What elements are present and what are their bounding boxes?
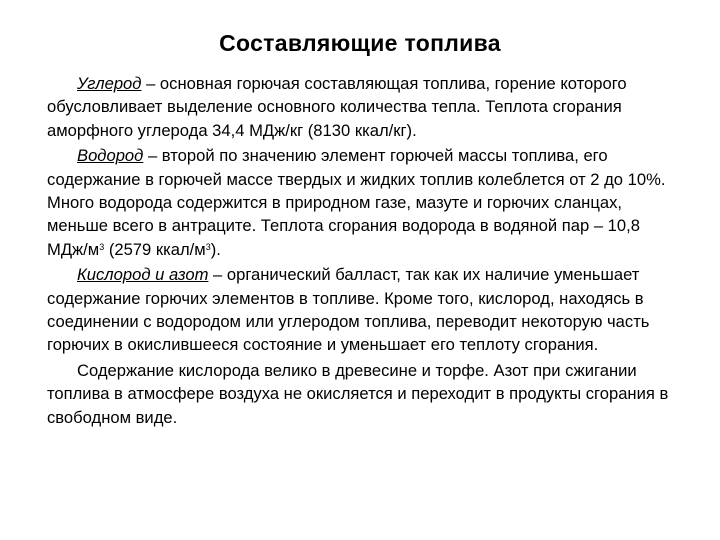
term-hydrogen: Водород [77,146,144,166]
slide-body [47,72,677,431]
paragraph-carbon [47,72,677,142]
paragraph-oxygen-content-text: Содержание кислорода велико в древесине и торфе. Азот при сжигании топлива в атмосфере воздуха не окисляется и переходит в продукты сгорания в свободном виде. [47,360,669,427]
unit-exponent: 3 [205,241,211,252]
paragraph-hydrogen-text-a: – второй по значению элемент горючей массы топлива, его содержание в горючей массе твердых и жидких топлив колеблется от 2 до 10%. Много водорода содержится в природном газе, мазуте и горючих сланцах, меньше всего в антраците. Теплота сгорания водорода в водяной пар – 10,8 МДж/м [47,146,666,259]
slide-title: Составляющие топлива [219,30,501,56]
paragraph-hydrogen-text-b: (2579 ккал/м [104,239,206,259]
paragraph-oxygen-content [47,359,677,429]
paragraph-hydrogen-text-c: ). [210,239,221,259]
paragraph-hydrogen [47,144,677,261]
unit-exponent: 3 [99,241,105,252]
paragraph-oxygen-nitrogen [47,263,677,357]
term-oxygen-nitrogen: Кислород и азот [77,265,209,285]
paragraph-carbon-text: – основная горючая составляющая топлива, горение которого обусловливает выделение основного количества тепла. Теплота сгорания аморфного углерода 34,4 МДж/кг (8130 ккал/кг). [47,74,627,140]
paragraph-oxygen-nitrogen-text: – органический балласт, так как их наличие уменьшает содержание горючих элементов в топливе. Кроме того, кислород, находясь в соединении с водородом или углеродом топлива, переводит некоторую часть горючих в окислившееся состояние и уменьшает его теплоту сгорания. [47,265,650,355]
term-carbon: Углерод [77,74,142,93]
